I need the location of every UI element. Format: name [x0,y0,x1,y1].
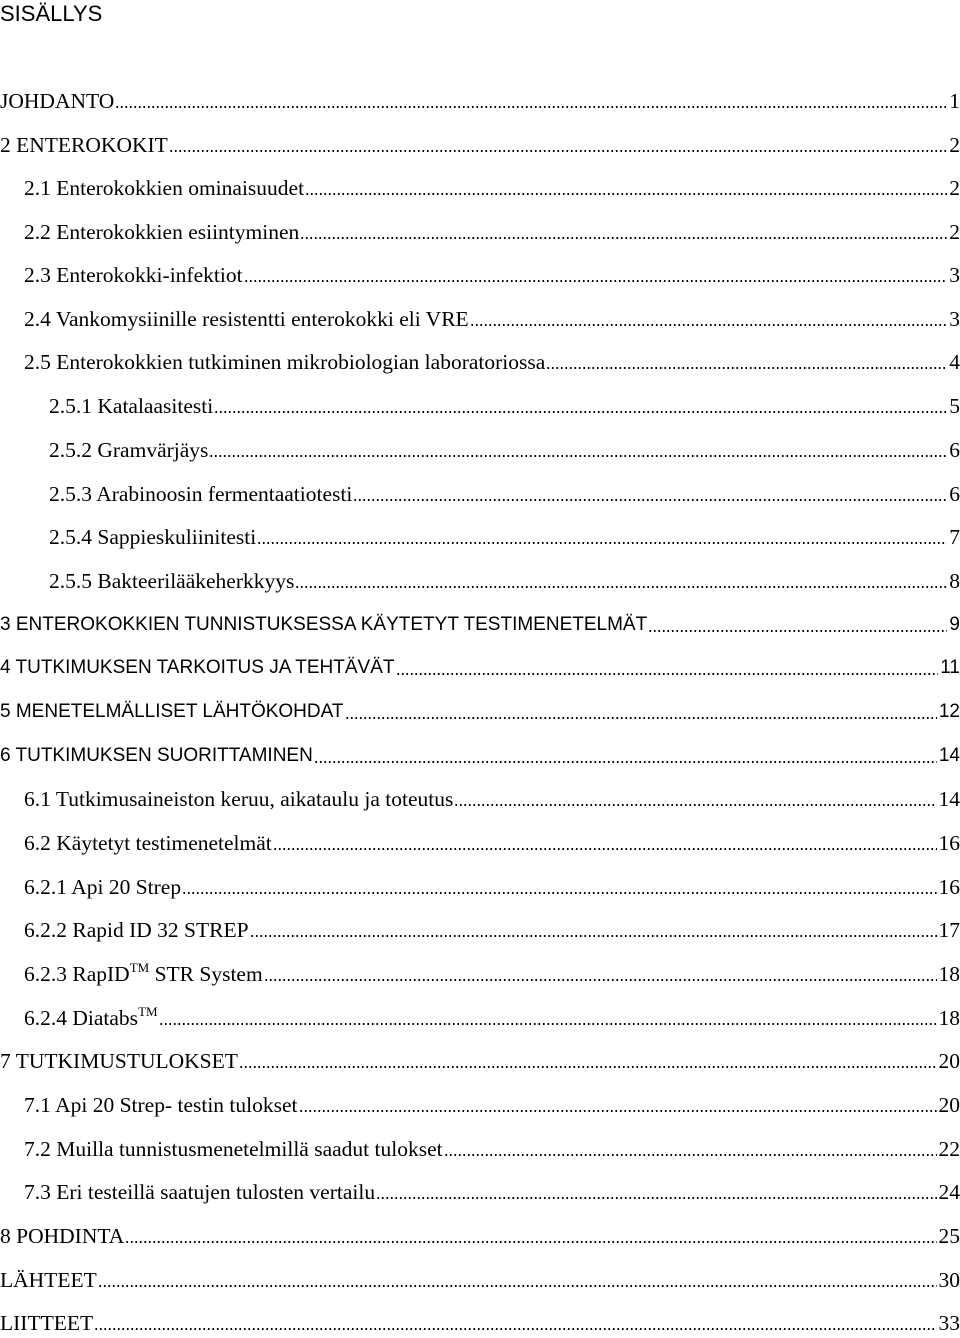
toc-entry-title: 2.2 Enterokokkien esiintyminen [24,220,300,244]
toc-leader-dots [454,804,936,806]
toc-page-number: 25 [938,1224,960,1248]
toc-entry[interactable] [49,391,960,421]
toc-entry[interactable] [49,566,960,596]
toc-entry[interactable] [49,435,960,465]
toc-leader-dots [159,1023,937,1025]
toc-entry[interactable] [24,304,960,334]
toc-entry-title [24,959,263,989]
toc-leader-dots [244,280,948,282]
toc-entry[interactable] [0,1046,960,1076]
toc-entry[interactable] [24,784,960,814]
toc-entry-title: 2.5.1 Katalaasitesti [49,394,214,418]
toc-entry[interactable] [24,959,960,989]
toc-page-number: 2 [949,176,960,200]
toc-entry-title: 6 TUTKIMUKSEN SUORITTAMINEN [0,745,313,766]
toc-entry-title: 4 TUTKIMUKSEN TARKOITUS JA TEHTÄVÄT [0,657,395,678]
toc-leader-dots [345,717,937,719]
toc-leader-dots [314,761,937,763]
toc-leader-dots [115,106,947,108]
toc-page-number: 16 [938,831,960,855]
toc-entry-text: 6.2.4 Diatabs [24,1006,139,1030]
toc-leader-dots [444,1154,937,1156]
toc-page-number: 1 [949,89,960,113]
toc-page-number: 22 [938,1137,960,1161]
toc-page-number: 18 [938,962,960,986]
toc-entry[interactable] [49,479,960,509]
toc-leader-dots [300,237,947,239]
toc-entry[interactable] [49,522,960,552]
toc-leader-dots [250,935,937,937]
toc-entry-title: 2.4 Vankomysiinille resistentti enterokokki eli VRE [24,307,469,331]
toc-page-number: 4 [949,350,960,374]
toc-entry-title: LIITTEET [0,1311,94,1335]
toc-page-number: 6 [949,438,960,462]
toc-entry-text: 6.2.3 RapID [24,962,130,986]
toc-leader-dots [295,586,947,588]
toc-page-number: 20 [938,1049,960,1073]
toc-entry-title: 2.5 Enterokokkien tutkiminen mikrobiologian laboratoriossa [24,350,546,374]
toc-leader-dots [214,411,947,413]
toc-page-number: 3 [949,307,960,331]
trademark-superscript: TM [138,1004,158,1019]
toc-entry[interactable] [24,217,960,247]
toc-leader-dots [376,1197,936,1199]
toc-entry-title: 2.3 Enterokokki-infektiot [24,263,243,287]
toc-page-number: 3 [949,263,960,287]
toc-page-number: 30 [938,1268,960,1292]
toc-entry-title [24,1003,158,1033]
toc-leader-dots [299,1110,937,1112]
toc-entry[interactable] [24,1177,960,1207]
toc-page-number: 14 [938,787,960,811]
toc-page-number: 2 [949,133,960,157]
toc-entry[interactable] [24,828,960,858]
toc-entry[interactable] [0,697,960,727]
toc-entry-title: 6.1 Tutkimusaineiston keruu, aikataulu ja toteutus [24,787,454,811]
toc-entry[interactable] [24,1090,960,1120]
toc-entry-title: 7.3 Eri testeillä saatujen tulosten vertailu [24,1180,376,1204]
toc-entry[interactable] [0,741,960,771]
toc-entry-title: 2 ENTEROKOKIT [0,133,168,157]
toc-entry-title: 6.2 Käytetyt testimenetelmät [24,831,272,855]
toc-leader-dots [470,324,948,326]
toc-entry[interactable] [0,1265,960,1295]
toc-page-number: 8 [949,569,960,593]
toc-entry-title: 7.1 Api 20 Strep- testin tulokset [24,1093,298,1117]
toc-entry-title: 5 MENETELMÄLLISET LÄHTÖKOHDAT [0,701,344,722]
toc-heading: SISÄLLYS [0,1,103,26]
toc-leader-dots [396,673,939,675]
toc-page-number: 11 [940,657,960,678]
toc-leader-dots [546,367,947,369]
toc-leader-dots [648,630,947,632]
toc-page-number: 18 [938,1006,960,1030]
toc-entry-title: 2.1 Enterokokkien ominaisuudet [24,176,305,200]
toc-entry-title: 2.5.2 Gramvärjäys [49,438,209,462]
toc-entry-text-after: STR System [149,962,263,986]
toc-page-number: 20 [938,1093,960,1117]
toc-entry[interactable] [0,1221,960,1251]
toc-entry[interactable] [24,260,960,290]
toc-page-number: 16 [938,875,960,899]
toc-leader-dots [305,193,947,195]
toc-entry[interactable] [0,86,960,116]
toc-entry[interactable] [0,610,960,640]
toc-page-number: 6 [949,482,960,506]
toc-page-number: 33 [938,1311,960,1335]
toc-leader-dots [169,150,947,152]
toc-entry-title: 6.2.2 Rapid ID 32 STREP [24,918,249,942]
toc-leader-dots [209,455,947,457]
toc-page-number: 7 [949,525,960,549]
toc-entry[interactable] [24,1003,960,1033]
toc-entry-title: JOHDANTO [0,89,115,113]
toc-entry[interactable] [24,347,960,377]
toc-entry[interactable] [24,915,960,945]
toc-entry-title: 7 TUTKIMUSTULOKSET [0,1049,238,1073]
toc-entry-title: 8 POHDINTA [0,1224,125,1248]
toc-entry-title: 2.5.5 Bakteerilääkeherkkyys [49,569,295,593]
toc-entry[interactable] [24,173,960,203]
toc-page-number: 24 [938,1180,960,1204]
toc-leader-dots [98,1285,937,1287]
toc-leader-dots [257,542,947,544]
toc-leader-dots [125,1241,936,1243]
toc-page-number: 9 [949,614,960,635]
toc-entry[interactable] [24,872,960,902]
toc-page-number: 5 [949,394,960,418]
toc-entry[interactable] [24,1134,960,1164]
toc-leader-dots [182,892,936,894]
toc-entry-title: 2.5.3 Arabinoosin fermentaatiotesti [49,482,353,506]
toc-page-number: 12 [938,701,960,722]
toc-leader-dots [264,979,937,981]
toc-page-number: 2 [949,220,960,244]
toc-entry-title: 7.2 Muilla tunnistusmenetelmillä saadut tulokset [24,1137,443,1161]
toc-page-number: 14 [938,745,960,766]
toc-entry-title: 3 ENTEROKOKKIEN TUNNISTUKSESSA KÄYTETYT TESTIMENETELMÄT [0,614,648,635]
toc-leader-dots [273,848,937,850]
toc-entry[interactable] [0,1308,960,1338]
toc-entry-title: LÄHTEET [0,1268,97,1292]
trademark-superscript: TM [129,960,150,975]
toc-entry-title: 2.5.4 Sappieskuliinitesti [49,525,257,549]
toc-page-number: 17 [938,918,960,942]
toc-entry-title: 6.2.1 Api 20 Strep [24,875,182,899]
toc-entry[interactable] [0,130,960,160]
toc-leader-dots [239,1066,937,1068]
toc-entry[interactable] [0,653,960,683]
toc-leader-dots [353,499,947,501]
toc-leader-dots [94,1328,936,1330]
